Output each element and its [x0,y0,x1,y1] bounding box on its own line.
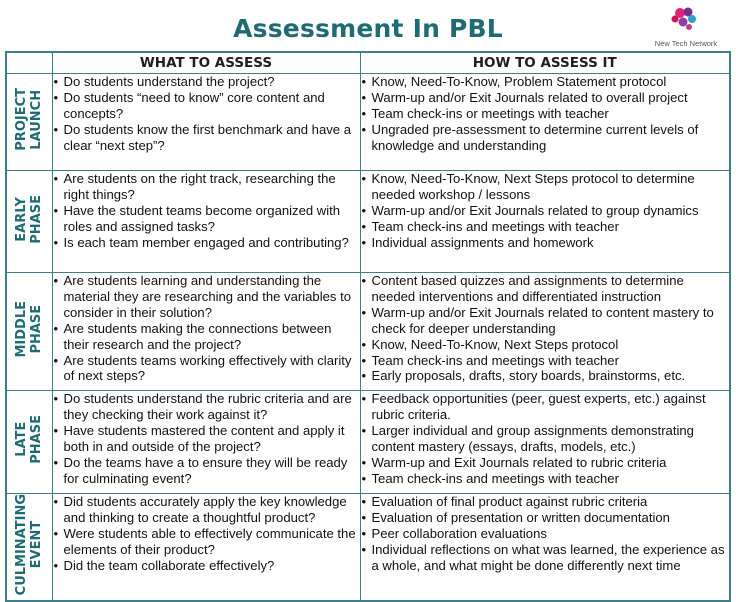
bullet-item: • Feedback opportunities (peer, guest experts, etc.) against rubric criteria. [361,391,730,423]
table-row [6,494,730,602]
bullet-item: • Content based quizzes and assignments to determine needed interventions and differentiated instruction [361,273,730,305]
bullet-item: • Do the teams have a to ensure they will be ready for culminating event? [53,455,360,487]
bullet-item: • Larger individual and group assignments demonstrating content mastery (essays, drafts, models, etc.) [361,423,730,455]
what-cell [52,494,360,602]
bullet-item: • Were students able to effectively communicate the elements of their product? [53,526,360,558]
what-cell [52,391,360,494]
table-row [6,74,730,171]
bullet-item: • Do students “need to know” core content and concepts? [53,90,360,122]
bullet-item: • Did students accurately apply the key knowledge and thinking to create a thoughtful product? [53,494,360,526]
bullet-item: • Are students teams working effectively with clarity of next steps? [53,353,360,385]
network-logo [644,4,728,48]
bullet-item: • Evaluation of presentation or written documentation [361,510,730,526]
table-row [6,171,730,273]
how-cell [360,171,730,273]
bullet-item: • Warm-up and/or Exit Journals related to content mastery to check for deeper understanding [361,305,730,337]
bullet-item: • Ungraded pre-assessment to determine current levels of knowledge and understanding [361,122,730,154]
how-cell [360,391,730,494]
bullet-item: • Know, Need-To-Know, Next Steps protocol to determine needed workshop / lessons [361,171,730,203]
bullet-item: • Peer collaboration evaluations [361,526,730,542]
bullet-item: • Know, Need-To-Know, Problem Statement protocol [361,74,730,90]
bullet-item: • Team check-ins and meetings with teacher [361,471,730,487]
bullet-item: • Early proposals, drafts, story boards, brainstorms, etc. [361,368,730,384]
bullet-item: • Individual assignments and homework [361,235,730,251]
what-cell [52,171,360,273]
phase-label: LATE PHASE [14,415,45,464]
bullet-item: • Did the team collaborate effectively? [53,558,360,574]
phase-cell [6,171,52,273]
bullet-item: • Are students learning and understanding the material they are researching and the variables to consider in their solution? [53,273,360,321]
bullet-item: • Are students making the connections between their research and the project? [53,321,360,353]
bullet-item: • Have students mastered the content and apply it both in and outside of the project? [53,423,360,455]
how-cell [360,494,730,602]
network-logo-icon [644,4,728,38]
phase-cell [6,494,52,602]
phase-label: PROJECT LAUNCH [14,88,45,151]
what-cell [52,74,360,171]
page-title: Assessment In PBL [233,14,503,43]
assessment-table [5,51,731,602]
bullet-item: • Warm-up and/or Exit Journals related to group dynamics [361,203,730,219]
bullet-item: • Have the student teams become organized with roles and assigned tasks? [53,203,360,235]
bullet-item: • Team check-ins and meetings with teacher [361,353,730,369]
header-row [6,52,730,74]
bullet-item: • Know, Need-To-Know, Next Steps protocol [361,337,730,353]
bullet-item: • Do students understand the project? [53,74,360,90]
bullet-item: • Warm-up and Exit Journals related to rubric criteria [361,455,730,471]
logo-text: New Tech Network [654,39,718,48]
bullet-item: • Team check-ins and meetings with teacher [361,219,730,235]
phase-cell [6,391,52,494]
column-header-what: WHAT TO ASSESS [52,52,360,74]
phase-label: CULMINATING EVENT [14,494,45,596]
bullet-item: • Individual reflections on what was learned, the experience as a whole, and what might be done differently next time [361,542,730,574]
bullet-item: • Evaluation of final product against rubric criteria [361,494,730,510]
bullet-item: • Team check-ins or meetings with teacher [361,106,730,122]
phase-cell [6,74,52,171]
table-row [6,391,730,494]
bullet-item: • Do students know the first benchmark and have a clear “next step”? [53,122,360,154]
bullet-item: • Warm-up and/or Exit Journals related to overall project [361,90,730,106]
bullet-item: • Do students understand the rubric criteria and are they checking their work against it? [53,391,360,423]
what-cell [52,273,360,391]
how-cell [360,74,730,171]
table-row [6,273,730,391]
phase-label: EARLY PHASE [14,194,45,244]
phase-cell [6,273,52,391]
bullet-item: • Is each team member engaged and contributing? [53,235,360,251]
corner-cell [6,52,52,74]
how-cell [360,273,730,391]
column-header-how: HOW TO ASSESS IT [360,52,730,74]
bullet-item: • Are students on the right track, researching the right things? [53,171,360,203]
phase-label: MIDDLE PHASE [14,300,45,358]
